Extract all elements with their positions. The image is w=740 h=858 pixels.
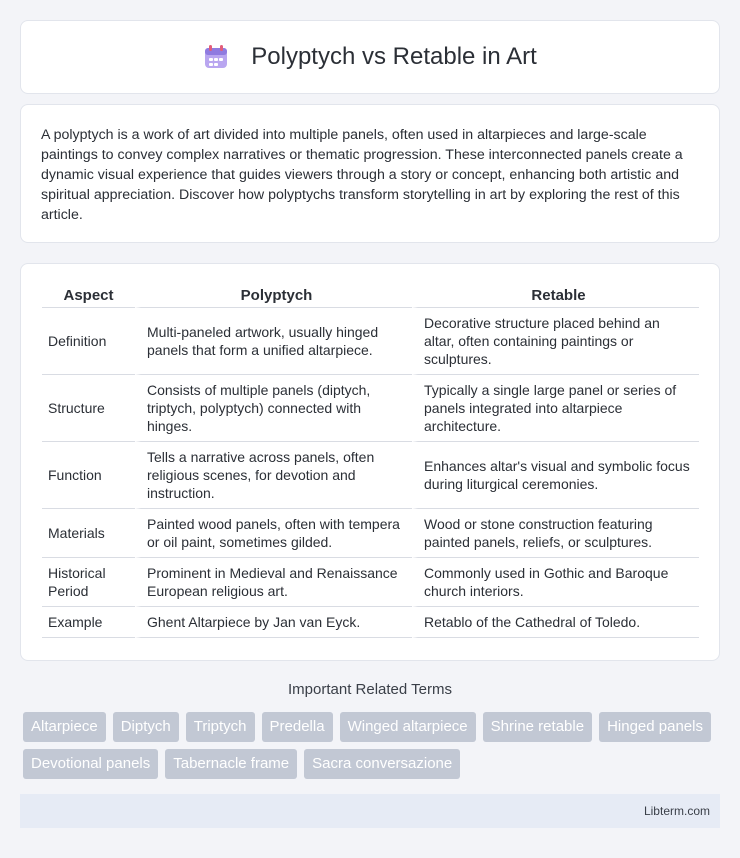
tag-hinged-panels[interactable]: Hinged panels: [599, 712, 711, 742]
row-polyptych: Multi-paneled artwork, usually hinged panels that form a unified altarpiece.: [135, 308, 412, 375]
table-row: [42, 375, 699, 442]
tag-winged-altarpiece[interactable]: Winged altarpiece: [340, 712, 476, 742]
row-polyptych: Consists of multiple panels (diptych, triptych, polyptych) connected with hinges.: [135, 375, 412, 442]
page-title: Polyptych vs Retable in Art: [251, 43, 537, 70]
row-retable: Decorative structure placed behind an altar, often containing paintings or sculptures.: [412, 308, 699, 375]
row-retable: Commonly used in Gothic and Baroque church interiors.: [412, 558, 699, 607]
row-aspect: Function: [42, 442, 135, 509]
tag-predella[interactable]: Predella: [262, 712, 333, 742]
row-polyptych: Prominent in Medieval and Renaissance European religious art.: [135, 558, 412, 607]
row-aspect: Materials: [42, 509, 135, 558]
row-aspect: Definition: [42, 308, 135, 375]
row-polyptych: Ghent Altarpiece by Jan van Eyck.: [135, 607, 412, 638]
title-card: [20, 20, 720, 94]
footer-brand[interactable]: Libterm.com: [643, 804, 710, 818]
tag-devotional-panels[interactable]: Devotional panels: [23, 749, 158, 779]
table-row: [42, 509, 699, 558]
header-retable: Retable: [412, 284, 699, 308]
row-retable: Enhances altar's visual and symbolic focus during liturgical ceremonies.: [412, 442, 699, 509]
row-aspect: Example: [42, 607, 135, 638]
row-polyptych: Tells a narrative across panels, often religious scenes, for devotion and instruction.: [135, 442, 412, 509]
comparison-card: [20, 263, 720, 661]
tag-tabernacle-frame[interactable]: Tabernacle frame: [165, 749, 297, 779]
intro-card: [20, 104, 720, 243]
tag-diptych[interactable]: Diptych: [113, 712, 179, 742]
table-row: [42, 308, 699, 375]
tag-sacra-conversazione[interactable]: Sacra conversazione: [304, 749, 460, 779]
comparison-table: [42, 284, 699, 638]
row-retable: Retablo of the Cathedral of Toledo.: [412, 607, 699, 638]
intro-text: A polyptych is a work of art divided into multiple panels, often used in altarpieces and large-scale paintings to convey complex narratives or thematic progression. These interconnected panels create a dynamic visual experience that guides viewers through a story or concept, enhancing both artistic and spiritual appreciation. Discover how polyptychs transform storytelling in art by exploring the rest of this article.: [41, 127, 683, 223]
row-polyptych: Painted wood panels, often with tempera or oil paint, sometimes gilded.: [135, 509, 412, 558]
table-row: [42, 558, 699, 607]
calendar-icon: [203, 44, 229, 70]
tag-shrine-retable[interactable]: Shrine retable: [483, 712, 592, 742]
footer: [20, 794, 720, 828]
row-retable: Wood or stone construction featuring painted panels, reliefs, or sculptures.: [412, 509, 699, 558]
related-terms-title: Important Related Terms: [288, 681, 452, 698]
tag-triptych[interactable]: Triptych: [186, 712, 255, 742]
related-terms-list: [23, 712, 723, 786]
row-aspect: Historical Period: [42, 558, 135, 607]
header-aspect: Aspect: [42, 284, 135, 308]
tag-altarpiece[interactable]: Altarpiece: [23, 712, 106, 742]
row-retable: Typically a single large panel or series of panels integrated into altarpiece architecture.: [412, 375, 699, 442]
header-polyptych: Polyptych: [135, 284, 412, 308]
table-row: [42, 607, 699, 638]
table-header-row: [42, 284, 699, 308]
table-row: [42, 442, 699, 509]
row-aspect: Structure: [42, 375, 135, 442]
